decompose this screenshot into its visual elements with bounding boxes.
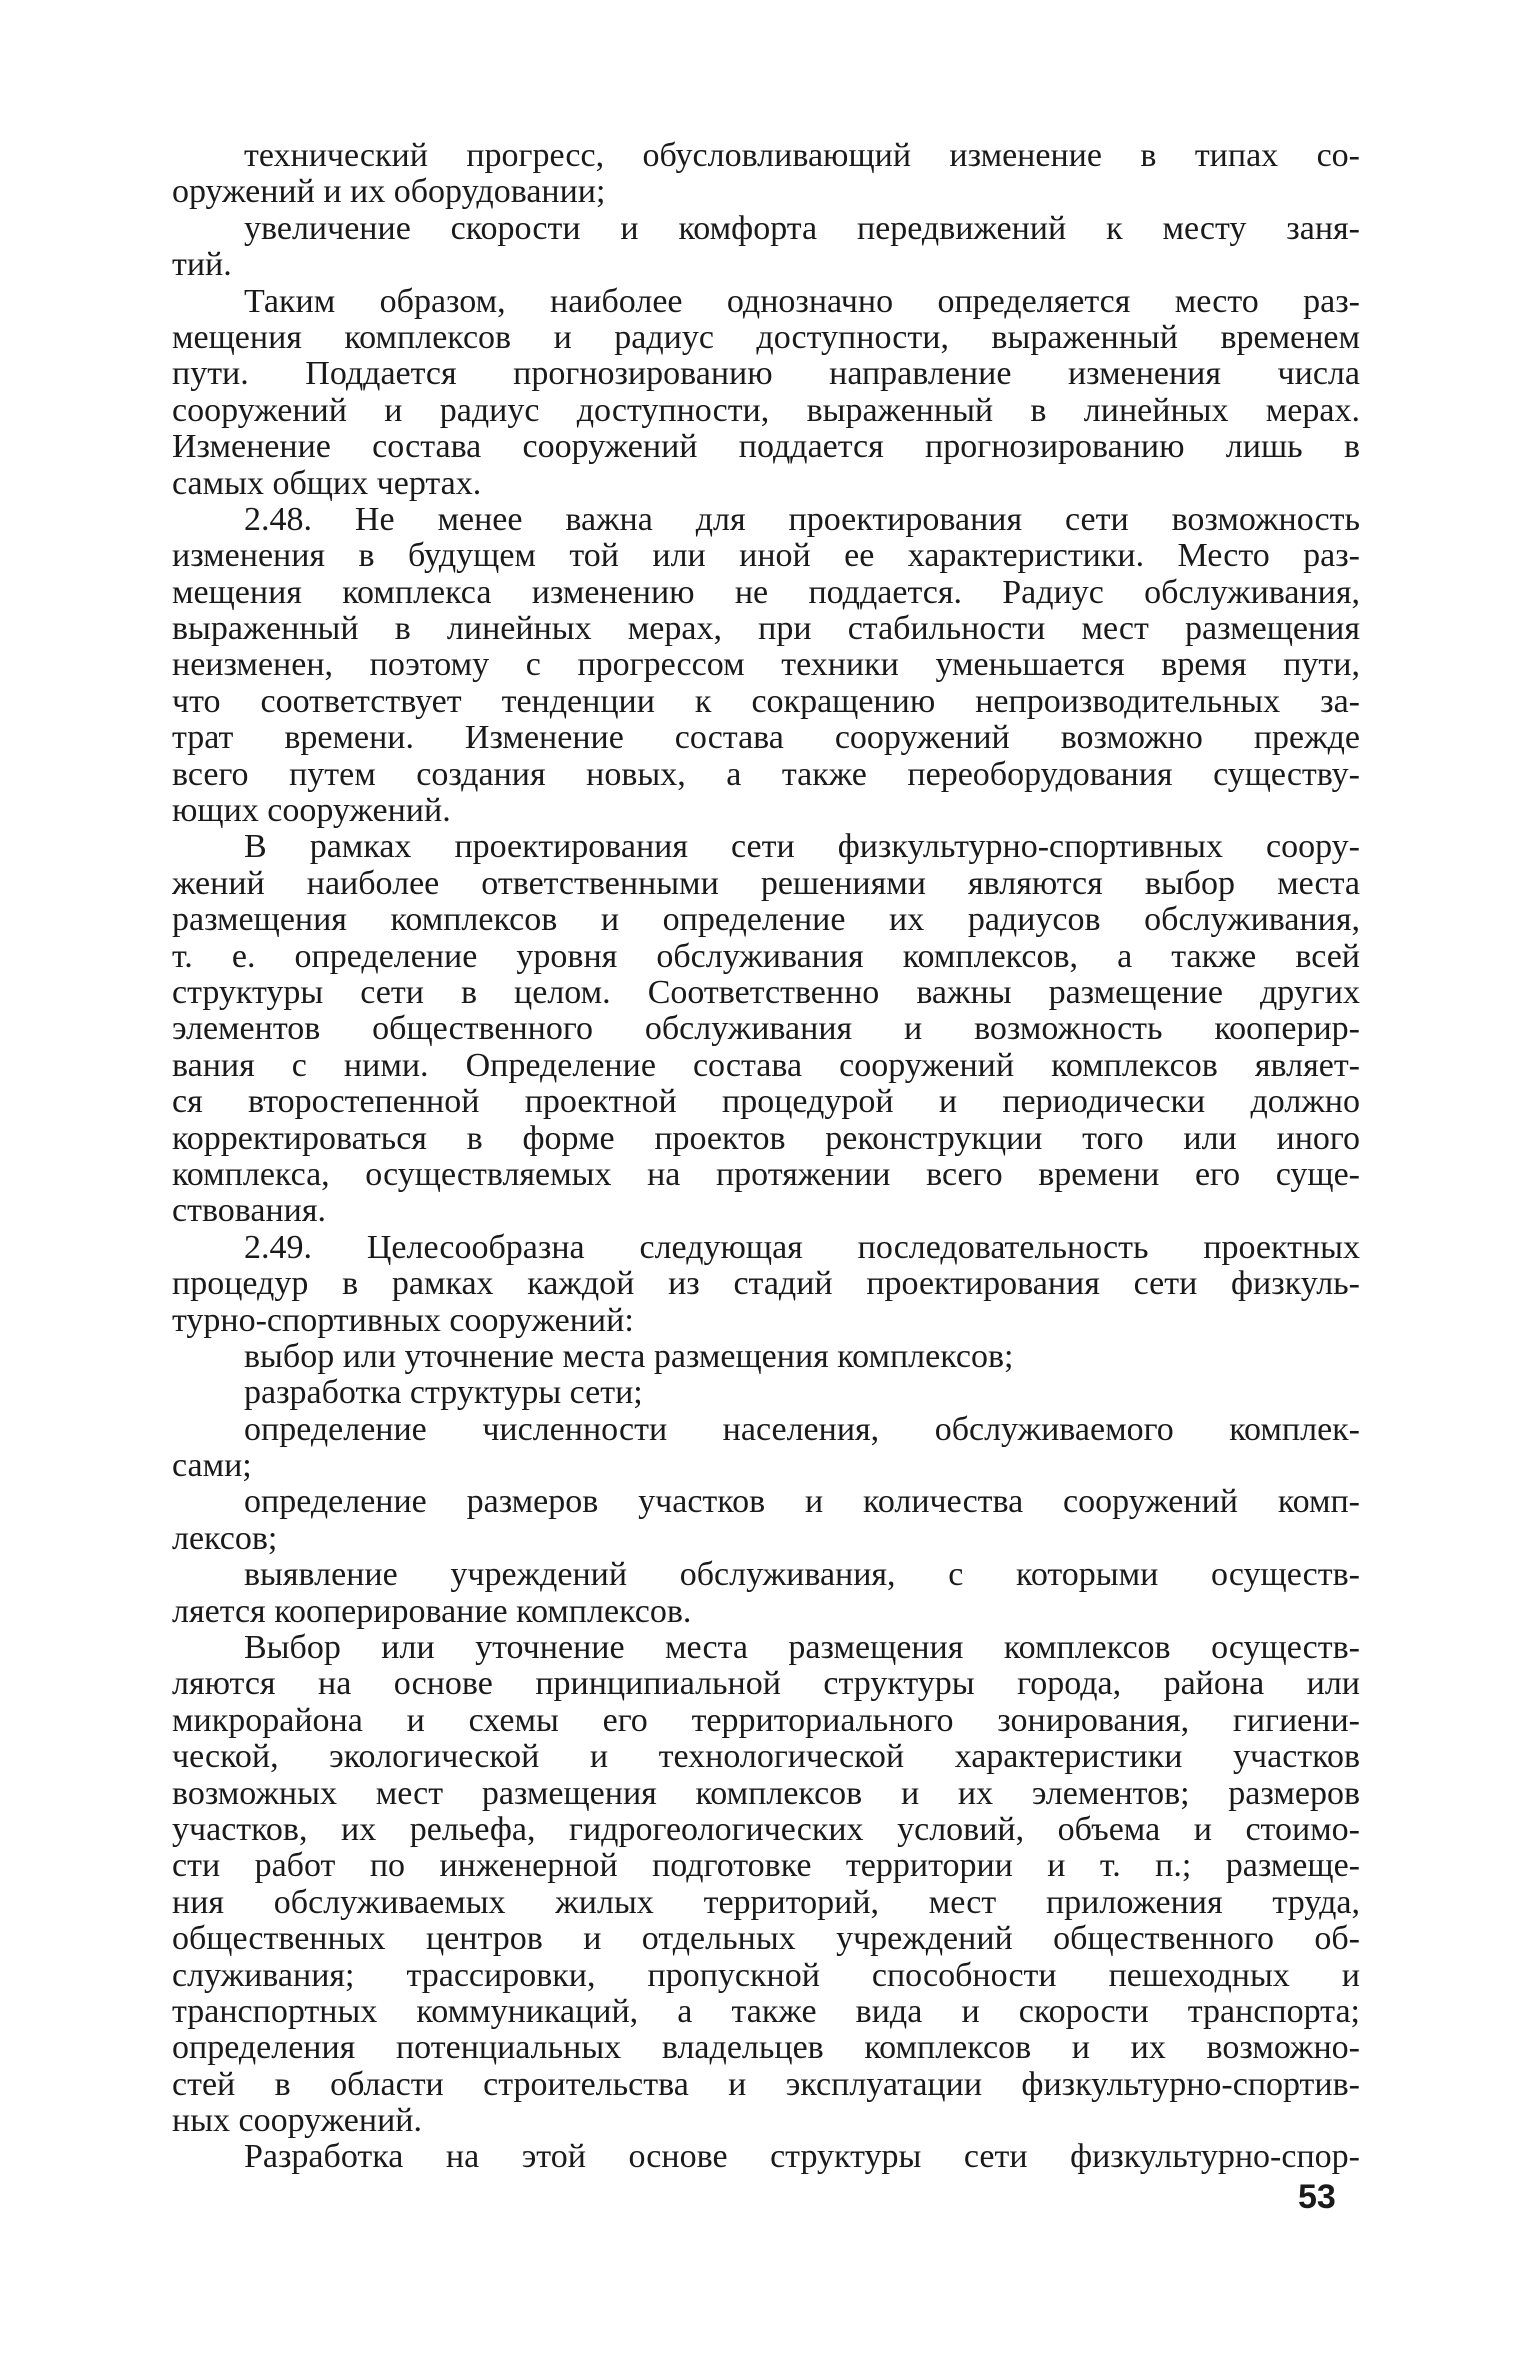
text-line: ся второстепенной проектной процедурой и периодически должно bbox=[172, 1084, 1360, 1121]
text-line: изменения в будущем той или иной ее характеристики. Место раз- bbox=[172, 538, 1360, 575]
text-line: размещения комплексов и определение их радиусов обслуживания, bbox=[172, 902, 1360, 939]
text-line: ствования. bbox=[172, 1193, 326, 1230]
text-line: тий. bbox=[172, 247, 232, 284]
text-line: возможных мест размещения комплексов и их элементов; размеров bbox=[172, 1775, 1360, 1812]
text-line: общественных центров и отдельных учреждений общественного об- bbox=[172, 1921, 1360, 1958]
text-line: структуры сети в целом. Соответственно важны размещение других bbox=[172, 974, 1360, 1011]
text-line: лексов; bbox=[172, 1520, 278, 1557]
text-line: разработка структуры сети; bbox=[244, 1375, 643, 1412]
text-line: мещения комплексов и радиус доступности, выраженный временем bbox=[172, 319, 1360, 356]
text-line: пути. Поддается прогнозированию направление изменения числа bbox=[172, 356, 1360, 393]
text-line: увеличение скорости и комфорта передвижений к месту заня- bbox=[244, 210, 1360, 247]
text-line: Разработка на этой основе структуры сети физкультурно-спор- bbox=[244, 2139, 1360, 2176]
text-line: участков, их рельефа, гидрогеологических условий, объема и стоимо- bbox=[172, 1811, 1360, 1848]
text-line: всего путем создания новых, а также переоборудования существу- bbox=[172, 756, 1360, 793]
text-line: ющих сооружений. bbox=[172, 793, 451, 830]
text-line: ных сооружений. bbox=[172, 2103, 422, 2140]
text-line: 2.49. Целесообразна следующая последовательность проектных bbox=[244, 1229, 1360, 1266]
text-line: технический прогресс, обусловливающий изменение в типах со- bbox=[244, 138, 1360, 174]
text-line: жений наиболее ответственными решениями являются выбор места bbox=[172, 865, 1360, 902]
text-line: определения потенциальных владельцев комплексов и их возможно- bbox=[172, 2030, 1360, 2067]
text-line: корректироваться в форме проектов реконструкции того или иного bbox=[172, 1120, 1360, 1157]
text-line: что соответствует тенденции к сокращению непроизводительных за- bbox=[172, 683, 1360, 720]
text-line: микрорайона и схемы его территориального зонирования, гигиени- bbox=[172, 1702, 1360, 1739]
text-line: служивания; трассировки, пропускной способности пешеходных и bbox=[172, 1957, 1360, 1994]
text-line: ляется кооперирование комплексов. bbox=[172, 1593, 692, 1630]
text-line: определение численности населения, обслуживаемого комплек- bbox=[244, 1411, 1360, 1448]
text-line: определение размеров участков и количества сооружений комп- bbox=[244, 1484, 1360, 1521]
text-line: сти работ по инженерной подготовке территории и т. п.; размеще- bbox=[172, 1848, 1360, 1885]
text-line: оружений и их оборудовании; bbox=[172, 174, 606, 211]
text-line: ческой, экологической и технологической характеристики участков bbox=[172, 1739, 1360, 1776]
text-line: процедур в рамках каждой из стадий проектирования сети физкуль- bbox=[172, 1266, 1360, 1303]
text-line: Изменение состава сооружений поддается прогнозированию лишь в bbox=[172, 429, 1360, 466]
text-line: ляются на основе принципиальной структуры города, района или bbox=[172, 1666, 1360, 1703]
text-line: ния обслуживаемых жилых территорий, мест приложения труда, bbox=[172, 1884, 1360, 1921]
text-line: сами; bbox=[172, 1448, 252, 1485]
text-line: элементов общественного обслуживания и возможность кооперир- bbox=[172, 1011, 1360, 1048]
text-line: вания с ними. Определение состава сооружений комплексов являет- bbox=[172, 1047, 1360, 1084]
text-line: выраженный в линейных мерах, при стабильности мест размещения bbox=[172, 611, 1360, 648]
text-line: мещения комплекса изменению не поддается. Радиус обслуживания, bbox=[172, 574, 1360, 611]
text-line: трат времени. Изменение состава сооружений возможно прежде bbox=[172, 720, 1360, 757]
text-line: комплекса, осуществляемых на протяжении всего времени его суще- bbox=[172, 1156, 1360, 1193]
text-line: неизменен, поэтому с прогрессом техники уменьшается время пути, bbox=[172, 647, 1360, 684]
text-line: транспортных коммуникаций, а также вида и скорости транспорта; bbox=[172, 1993, 1360, 2030]
page-body bbox=[172, 138, 1360, 2176]
text-line: самых общих чертах. bbox=[172, 465, 482, 502]
text-line: Выбор или уточнение места размещения комплексов осуществ- bbox=[244, 1630, 1360, 1667]
text-line: т. е. определение уровня обслуживания комплексов, а также всей bbox=[172, 938, 1360, 975]
text-line: 2.48. Не менее важна для проектирования сети возможность bbox=[244, 501, 1360, 538]
text-line: сооружений и радиус доступности, выраженный в линейных мерах. bbox=[172, 392, 1360, 429]
text-line: стей в области строительства и эксплуатации физкультурно-спортив- bbox=[172, 2066, 1360, 2103]
text-line: В рамках проектирования сети физкультурно-спортивных соору- bbox=[244, 829, 1360, 866]
text-line: выявление учреждений обслуживания, с которыми осуществ- bbox=[244, 1557, 1360, 1594]
text-line: турно-спортивных сооружений: bbox=[172, 1302, 634, 1339]
text-line: Таким образом, наиболее однозначно определяется место раз- bbox=[244, 283, 1360, 320]
page-number: 53 bbox=[1298, 2178, 1336, 2216]
text-line: выбор или уточнение места размещения комплексов; bbox=[244, 1338, 1014, 1375]
